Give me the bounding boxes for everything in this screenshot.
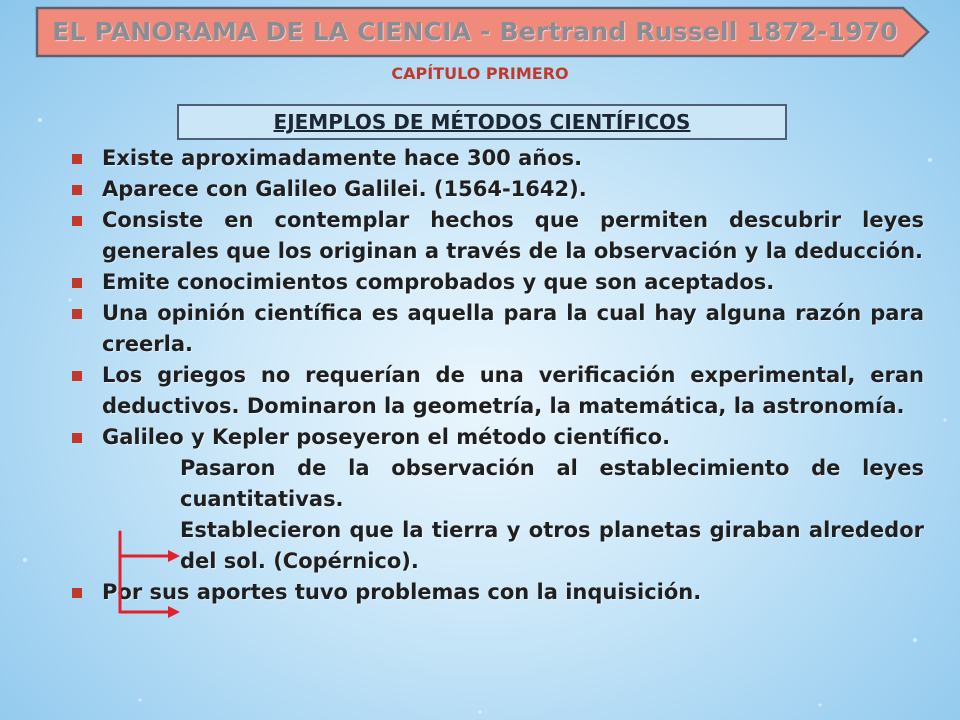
sub-item-text: Pasaron de la observación al establecimiento de leyes cuantitativas. [180, 456, 924, 511]
bullet-text: Una opinión científica es aquella para la cual hay alguna razón para creerla. [102, 301, 924, 356]
section-heading-box [177, 104, 787, 140]
bullet-item [72, 174, 924, 205]
connector-arrows [110, 528, 185, 628]
bullet-text: Consiste en contemplar hechos que permiten descubrir leyes generales que los originan a través de la observación y la deducción. [102, 208, 924, 263]
bullet-item [72, 143, 924, 174]
bullet-text: Aparece con Galileo Galilei. (1564-1642). [102, 177, 587, 201]
sub-item-text: Establecieron que la tierra y otros planetas giraban alrededor del sol. (Copérnico). [180, 518, 924, 573]
bullet-item [72, 298, 924, 360]
square-bullet-icon [72, 371, 82, 381]
sub-item [72, 453, 924, 515]
bullet-text: Por sus aportes tuvo problemas con la inquisición. [102, 580, 702, 604]
sub-item [72, 515, 924, 577]
bullet-item [72, 422, 924, 453]
square-bullet-icon [72, 154, 82, 164]
chapter-heading: CAPÍTULO PRIMERO [391, 64, 569, 83]
arrowhead-icon [168, 606, 180, 618]
square-bullet-icon [72, 588, 82, 598]
section-heading: EJEMPLOS DE MÉTODOS CIENTÍFICOS [273, 110, 691, 134]
bullet-item [72, 360, 924, 422]
square-bullet-icon [72, 185, 82, 195]
bullet-text: Los griegos no requerían de una verificación experimental, eran deductivos. Dominaron la geometría, la matemática, la astronomía. [102, 363, 924, 418]
square-bullet-icon [72, 278, 82, 288]
bullet-text: Existe aproximadamente hace 300 años. [102, 146, 583, 170]
slide-content [72, 143, 924, 608]
square-bullet-icon [72, 216, 82, 226]
bullet-item [72, 577, 924, 608]
bullet-item [72, 267, 924, 298]
square-bullet-icon [72, 433, 82, 443]
bullet-text: Galileo y Kepler poseyeron el método científico. [102, 425, 671, 449]
page-title: EL PANORAMA DE LA CIENCIA - Bertrand Russell 1872-1970 [52, 16, 898, 46]
square-bullet-icon [72, 309, 82, 319]
arrowhead-icon [168, 550, 180, 562]
title-banner [35, 6, 930, 56]
bullet-item [72, 205, 924, 267]
bullet-text: Emite conocimientos comprobados y que son aceptados. [102, 270, 775, 294]
